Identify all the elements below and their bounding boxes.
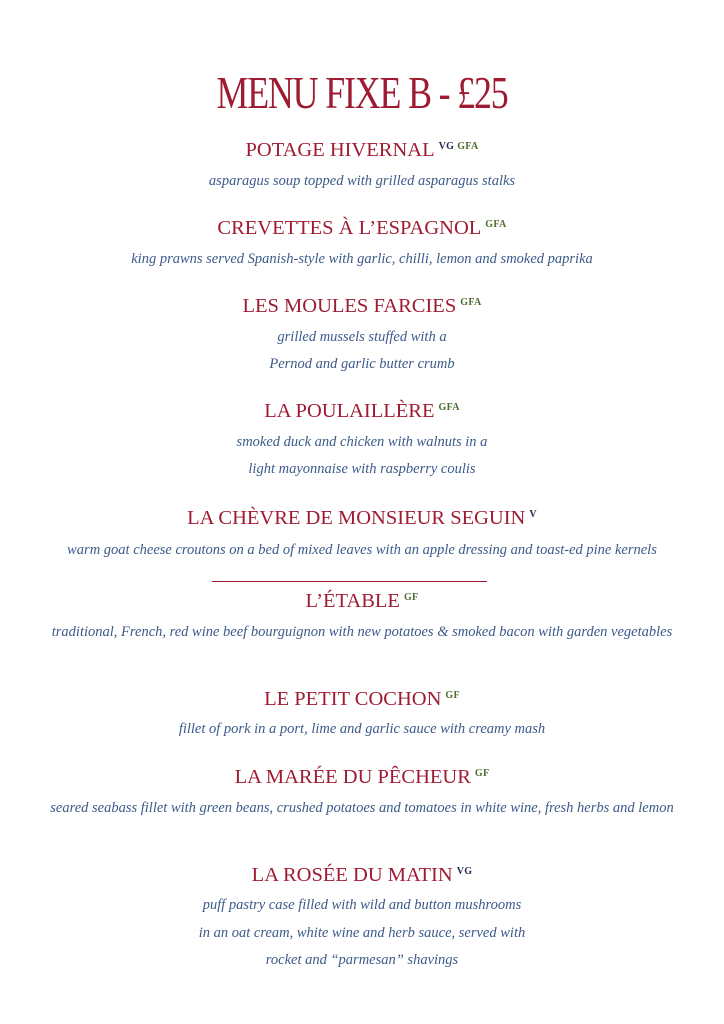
dish-name: POTAGE HIVERNAL — [245, 139, 435, 161]
dish-name: L’ÉTABLE — [305, 590, 400, 612]
dish-title-l-etable — [0, 591, 724, 612]
dish-title-potage-hivernal — [0, 140, 724, 161]
dish-title-la-maree-du-pecheur — [0, 767, 724, 788]
dish-title-les-moules-farcies — [0, 296, 724, 317]
dish-name: LA MARÉE DU PÊCHEUR — [234, 766, 471, 788]
dietary-tag-vg: VG — [438, 141, 455, 152]
dish-description: traditional, French, red wine beef bourguignon with new potatoes & smoked bacon with garden vegetables — [51, 624, 673, 640]
dietary-tag-gf: GF — [445, 690, 460, 701]
dish-name: LA POULAILLÈRE — [264, 400, 435, 422]
dish-name: CREVETTES À L’ESPAGNOL — [217, 217, 482, 239]
dish-name: LE PETIT COCHON — [264, 688, 442, 710]
dietary-tag-gf: GF — [403, 592, 419, 603]
dish-description-line: smoked duck and chicken with walnuts in a — [236, 434, 488, 450]
dish-description-line: puff pastry case filled with wild and button mushrooms — [202, 897, 522, 913]
dish-description: seared seabass fillet with green beans, crushed potatoes and tomatoes in white wine, fresh herbs and lemon — [50, 800, 674, 816]
dish-description: king prawns served Spanish-style with garlic, chilli, lemon and smoked paprika — [131, 251, 593, 267]
dietary-tag-v: V — [529, 509, 537, 520]
dish-name: LA CHÈVRE DE MONSIEUR SEGUIN — [187, 507, 526, 529]
dish-description-line: rocket and “parmesan” shavings — [265, 952, 459, 968]
dish-description: asparagus soup topped with grilled asparagus stalks — [208, 173, 516, 189]
dish-description-line: grilled mussels stuffed with a — [277, 329, 447, 345]
menu-title: MENU FIXE B - £25 — [216, 67, 508, 118]
dish-description-line: in an oat cream, white wine and herb sauce, served with — [198, 925, 526, 941]
dietary-tag-gfa: GFA — [460, 297, 482, 308]
dish-description-line: light mayonnaise with raspberry coulis — [248, 461, 476, 477]
dish-description: warm goat cheese croutons on a bed of mixed leaves with an apple dressing and toast-ed pine kernels — [67, 542, 657, 558]
dietary-tag-gfa: GFA — [457, 141, 479, 152]
dish-description: fillet of pork in a port, lime and garlic sauce with creamy mash — [178, 721, 546, 737]
dish-name: LES MOULES FARCIES — [242, 295, 457, 317]
dish-title-le-petit-cochon — [0, 689, 724, 710]
dish-title-crevettes — [0, 218, 724, 239]
dietary-tag-gfa: GFA — [485, 219, 507, 230]
dish-title-la-chevre — [0, 508, 724, 529]
dish-description-line: Pernod and garlic butter crumb — [269, 356, 455, 372]
dietary-tag-vg: VG — [456, 866, 473, 877]
dish-title-la-poulaillere — [0, 401, 724, 422]
dish-name: LA ROSÉE DU MATIN — [251, 864, 453, 886]
dietary-tag-gfa: GFA — [438, 402, 460, 413]
section-divider — [212, 581, 487, 582]
dietary-tag-gf: GF — [474, 768, 490, 779]
dish-title-la-rosee-du-matin — [0, 865, 724, 886]
